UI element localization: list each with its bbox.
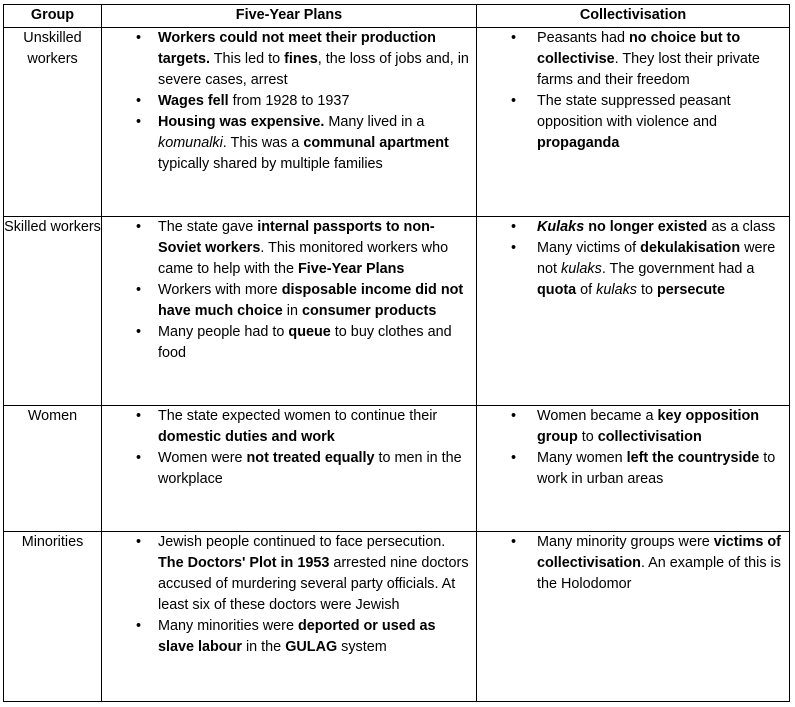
text-run: Women were xyxy=(158,450,247,466)
bullet-list xyxy=(102,28,476,175)
text-run: persecute xyxy=(656,282,725,298)
bullet-item xyxy=(102,616,476,658)
text-run: The state suppressed peasant opposition with violence and xyxy=(537,93,731,130)
bullet-item xyxy=(102,322,476,364)
header-collectivisation: Collectivisation xyxy=(477,5,790,28)
text-run: Wages fell xyxy=(158,93,229,109)
comparison-table xyxy=(3,4,790,702)
text-run: . The government had a xyxy=(601,261,755,277)
header-row xyxy=(4,5,790,28)
bullet-list xyxy=(477,28,789,154)
text-run: . An example of this is the Holodomor xyxy=(537,555,781,592)
table-row xyxy=(4,532,790,702)
text-run: deported or used as slave labour xyxy=(158,618,436,655)
text-run: communal apartment xyxy=(303,135,449,151)
bullet-item xyxy=(102,112,476,175)
text-run: to work in urban areas xyxy=(537,450,776,487)
bullet-item xyxy=(477,448,789,490)
text-run: The Doctors' Plot in 1953 xyxy=(158,555,330,571)
text-run: . They lost their private farms and their freedom xyxy=(537,51,760,88)
bullet-list xyxy=(102,217,476,364)
text-run: to xyxy=(577,429,598,445)
text-run: . This monitored workers who came to help with the xyxy=(158,240,449,277)
five-year-plans-cell xyxy=(102,406,477,532)
bullet-item xyxy=(102,28,476,91)
text-run: kulaks xyxy=(561,261,602,277)
collectivisation-cell xyxy=(477,217,790,406)
text-run: propaganda xyxy=(537,135,620,151)
text-run: Many minority groups were xyxy=(537,534,714,550)
text-run: Many women xyxy=(537,450,627,466)
collectivisation-cell xyxy=(477,406,790,532)
text-run: Jewish people continued to face persecution. xyxy=(158,534,446,550)
text-run: to xyxy=(636,282,657,298)
text-run: disposable income did not have much choice xyxy=(158,282,464,319)
text-run: quota xyxy=(537,282,577,298)
text-run: arrested nine doctors accused of murdering several party officials. At least six of these doctors were Jewish xyxy=(158,555,469,613)
text-run: were not xyxy=(537,240,776,277)
text-run: GULAG xyxy=(285,639,338,655)
text-run: Workers could not meet their production targets. xyxy=(158,30,436,67)
text-run: typically shared by multiple families xyxy=(158,156,383,172)
text-run: Many lived in a xyxy=(324,114,425,130)
text-run: Many minorities were xyxy=(158,618,298,634)
bullet-item xyxy=(102,280,476,322)
table-row xyxy=(4,217,790,406)
bullet-item xyxy=(102,217,476,280)
text-run: dekulakisation xyxy=(640,240,741,256)
text-run: as a class xyxy=(707,219,776,235)
text-run: Five-Year Plans xyxy=(298,261,405,277)
text-run: domestic duties and work xyxy=(158,429,335,445)
bullet-item xyxy=(102,448,476,490)
text-run: komunalki xyxy=(158,135,223,151)
bullet-list xyxy=(477,217,789,301)
text-run: no choice but to collectivise xyxy=(537,30,741,67)
text-run: Many victims of xyxy=(537,240,641,256)
bullet-item xyxy=(477,28,789,91)
text-run: internal passports to non-Soviet workers xyxy=(158,219,435,256)
text-run: Housing was expensive. xyxy=(158,114,325,130)
text-run: of xyxy=(576,282,597,298)
text-run: fines xyxy=(284,51,318,67)
text-run: not treated equally xyxy=(246,450,375,466)
bullet-list xyxy=(102,406,476,490)
group-cell: Minorities xyxy=(4,532,102,702)
text-run: system xyxy=(337,639,387,655)
text-run: collectivisation xyxy=(597,429,702,445)
text-run: from 1928 to 1937 xyxy=(228,93,350,109)
bullet-list xyxy=(477,532,789,595)
text-run: Workers with more xyxy=(158,282,282,298)
text-run: queue xyxy=(288,324,331,340)
text-run: no longer existed xyxy=(584,219,708,235)
text-run: , the loss of jobs and, in severe cases, arrest xyxy=(158,51,469,88)
table-row xyxy=(4,28,790,217)
text-run: to men in the workplace xyxy=(158,450,462,487)
header-five-year-plans: Five-Year Plans xyxy=(102,5,477,28)
table-row xyxy=(4,406,790,532)
group-cell: Women xyxy=(4,406,102,532)
text-run: consumer products xyxy=(301,303,437,319)
bullet-item xyxy=(102,532,476,616)
five-year-plans-cell xyxy=(102,532,477,702)
text-run: Many people had to xyxy=(158,324,289,340)
text-run: in the xyxy=(241,639,286,655)
bullet-list xyxy=(102,532,476,658)
bullet-item xyxy=(477,217,789,238)
bullet-item xyxy=(102,91,476,112)
bullet-item xyxy=(477,238,789,301)
bullet-item xyxy=(102,406,476,448)
text-run: The state gave xyxy=(158,219,258,235)
text-run: key opposition group xyxy=(537,408,760,445)
header-group: Group xyxy=(4,5,102,28)
text-run: The state expected women to continue their xyxy=(158,408,438,424)
group-cell: Unskilled workers xyxy=(4,28,102,217)
text-run: in xyxy=(282,303,302,319)
five-year-plans-cell xyxy=(102,28,477,217)
collectivisation-cell xyxy=(477,532,790,702)
bullet-item xyxy=(477,406,789,448)
text-run: . This was a xyxy=(222,135,304,151)
text-run: This led to xyxy=(209,51,285,67)
text-run: victims of collectivisation xyxy=(537,534,781,571)
text-run: Peasants had xyxy=(537,30,630,46)
text-run: to buy clothes and food xyxy=(158,324,452,361)
bullet-item xyxy=(477,91,789,154)
five-year-plans-cell xyxy=(102,217,477,406)
collectivisation-cell xyxy=(477,28,790,217)
bullet-item xyxy=(477,532,789,595)
text-run: Women became a xyxy=(537,408,658,424)
group-cell: Skilled workers xyxy=(4,217,102,406)
text-run: kulaks xyxy=(596,282,637,298)
text-run: left the countryside xyxy=(626,450,760,466)
text-run: Kulaks xyxy=(537,219,585,235)
bullet-list xyxy=(477,406,789,490)
